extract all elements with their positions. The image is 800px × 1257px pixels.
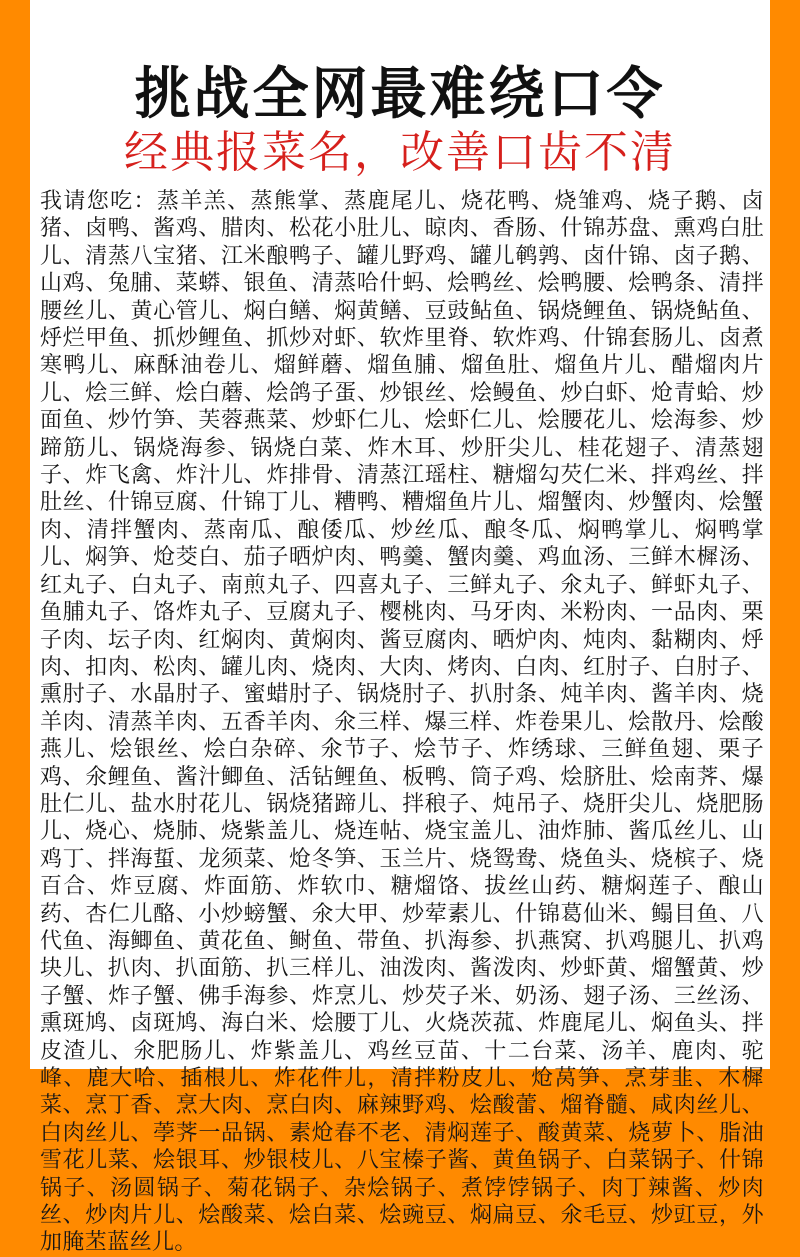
dish-list-paragraph: 我请您吃：蒸羊羔、蒸熊掌、蒸鹿尾儿、烧花鸭、烧雏鸡、烧子鹅、卤猪、卤鸭、酱鸡、腊肉、松花小肚儿、晾肉、香肠、什锦苏盘、熏鸡白肚儿、清蒸八宝猪、江米酿鸭子、罐儿野鸡、罐儿鹌鹑、卤什锦、卤子鹅、山鸡、兔脯、菜蟒、银鱼、清蒸哈什蚂、烩鸭丝、烩鸭腰、烩鸭条、清拌腰丝儿、黄心管儿、焖白鳝、焖黄鳝、豆豉鲇鱼、锅烧鲤鱼、锅烧鲇鱼、烀烂甲鱼、抓炒鲤鱼、抓炒对虾、软炸里脊、软炸鸡、什锦套肠儿、卤煮寒鸭儿、麻酥油卷儿、熘鲜蘑、熘鱼脯、熘鱼肚、熘鱼片儿、醋熘肉片儿、烩三鲜、烩白蘑、烩鸽子蛋、炒银丝、烩鳗鱼、炒白虾、炝青蛤、炒面鱼、炒竹笋、芙蓉燕菜、炒虾仁儿、烩虾仁儿、烩腰花儿、烩海参、炒蹄筋儿、锅烧海参、锅烧白菜、炸木耳、炒肝尖儿、桂花翅子、清蒸翅子、炸飞禽、炸汁儿、炸排骨、清蒸江瑶柱、糖熘勾芡仁米、拌鸡丝、拌肚丝、什锦豆腐、什锦丁儿、糟鸭、糟熘鱼片儿、熘蟹肉、炒蟹肉、烩蟹肉、清拌蟹肉、蒸南瓜、酿倭瓜、炒丝瓜、酿冬瓜、焖鸭掌儿、焖鸭掌儿、焖笋、炝茭白、茄子晒炉肉、鸭羹、蟹肉羹、鸡血汤、三鲜木樨汤、红丸子、白丸子、南煎丸子、四喜丸子、三鲜丸子、氽丸子、鲜虾丸子、鱼脯丸子、饹炸丸子、豆腐丸子、樱桃肉、马牙肉、米粉肉、一品肉、栗子肉、坛子肉、红焖肉、黄焖肉、酱豆腐肉、晒炉肉、炖肉、黏糊肉、烀肉、扣肉、松肉、罐儿肉、烧肉、大肉、烤肉、白肉、红肘子、白肘子、熏肘子、水晶肘子、蜜蜡肘子、锅烧肘子、扒肘条、炖羊肉、酱羊肉、烧羊肉、清蒸羊肉、五香羊肉、氽三样、爆三样、炸卷果儿、烩散丹、烩酸燕儿、烩银丝、烩白杂碎、氽节子、烩节子、炸绣球、三鲜鱼翅、栗子鸡、氽鲤鱼、酱汁鲫鱼、活钻鲤鱼、板鸭、筒子鸡、烩脐肚、烩南荠、爆肚仁儿、盐水肘花儿、锅烧猪蹄儿、拌稂子、炖吊子、烧肝尖儿、烧肥肠儿、烧心、烧肺、烧紫盖儿、烧连帖、烧宝盖儿、油炸肺、酱瓜丝儿、山鸡丁、拌海蜇、龙须菜、炝冬笋、玉兰片、烧鸳鸯、烧鱼头、烧槟子、烧百合、炸豆腐、炸面筋、炸软巾、糖熘饹、拔丝山药、糖焖莲子、酿山药、杏仁儿酪、小炒螃蟹、氽大甲、炒荤素儿、什锦葛仙米、鳎目鱼、八代鱼、海鲫鱼、黄花鱼、鲥鱼、带鱼、扒海参、扒燕窝、扒鸡腿儿、扒鸡块儿、扒肉、扒面筋、扒三样儿、油泼肉、酱泼肉、炒虾黄、熘蟹黄、炒子蟹、炸子蟹、佛手海参、炸烹儿、炒芡子米、奶汤、翅子汤、三丝汤、熏斑鸠、卤斑鸠、海白米、烩腰丁儿、火烧茨菰、炸鹿尾儿、焖鱼头、拌皮渣儿、氽肥肠儿、炸紫盖儿、鸡丝豆苗、十二台菜、汤羊、鹿肉、驼峰、鹿大哈、插根儿、炸花件儿，清拌粉皮儿、炝莴笋、烹芽韭、木樨菜、烹丁香、烹大肉、烹白肉、麻辣野鸡、烩酸蕾、熘脊髓、咸肉丝儿、白肉丝儿、荸荠一品锅、素炝春不老、清焖莲子、酸黄菜、烧萝卜、脂油雪花儿菜、烩银耳、炒银枝儿、八宝榛子酱、黄鱼锅子、白菜锅子、什锦锅子、汤圆锅子、菊花锅子、杂烩锅子、煮饽饽锅子、肉丁辣酱、炒肉丝、炒肉片儿、烩酸菜、烩白菜、烩豌豆、焖扁豆、氽毛豆、炒豇豆，外加腌苤蓝丝儿。 xyxy=(40,189,764,1256)
page-title: 挑战全网最难绕口令 xyxy=(134,62,666,127)
page-subtitle: 经典报菜名，改善口齿不清 xyxy=(124,127,676,178)
poster-page xyxy=(30,0,770,1256)
